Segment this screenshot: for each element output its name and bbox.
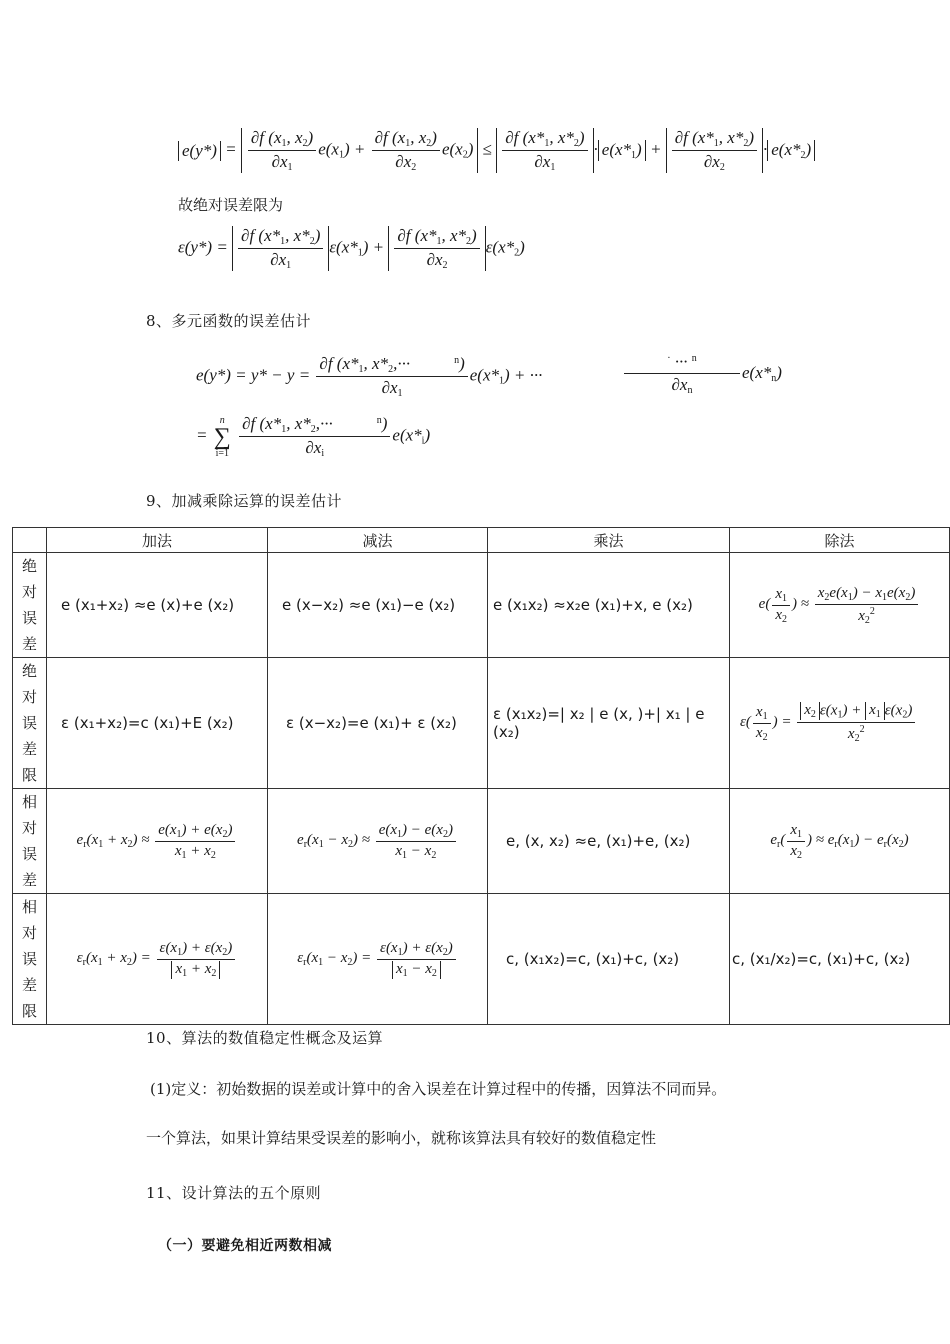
col-header-mul: 乘法 [488,528,730,553]
col-header-add: 加法 [47,528,268,553]
row-label-abs-error: 绝 对 误 差 [13,553,47,658]
abs-error-inequality: e(y*) = $\frac{\partial f (x_1, x_2)}{\partial x_1}$ $e(x_1)$ + $\frac{\partial f (x_1, x_2)}{\partial x_2}$ $e(x_2)$ ≤ $\frac{\partial f (x*_1, x*_2)}{\partial x_1}$ · $e(x*_1)$ + $\frac{\partial f (x*_1, x*_2)}{\partial x_2}$ · $e(x*_2)$ [178,128,815,173]
stability-definition: (1)定义：初始数据的误差或计算中的舍入误差在计算过程中的传播，因算法不同而异。 [150,1080,727,1098]
multivariate-error-formula: e(y*) = y* − y = $\frac{\partial f (x*_1, x*_2,\cdot\cdot\cdot ^n)}{\partial x_1}$ $e(x*_1)$ + ··· [196,354,543,399]
arithmetic-error-table [12,527,950,1025]
corner-cell [13,528,47,553]
col-header-sub: 减法 [268,528,488,553]
section-11-title: 11、设计算法的五个原则 [146,1184,322,1202]
cell-rel-error-div: $e_r$( $\frac{x_1}{x_2}$ ) ≈ $e_r(x_1) - e_r(x_2)$ [730,789,950,894]
table-row [13,658,950,789]
abs-error-limit-intro: 故绝对误差限为 [178,196,284,214]
cell-abs-limit-mul: ε (x₁x₂)=| x₂ | e (x, )+| x₁ | e (x₂) [488,658,730,789]
table-row [13,789,950,894]
section-9-title: 9、加减乘除运算的误差估计 [146,492,343,510]
stability-statement: 一个算法，如果计算结果受误差的影响小，就称该算法具有较好的数值稳定性 [146,1129,657,1147]
principle-1-title: （一）要避免相近两数相减 [158,1238,332,1254]
section-8-title: 8、多元函数的误差估计 [146,312,312,330]
cell-abs-error-sub: e (x−x₂) ≈e (x₁)−e (x₂) [268,553,488,658]
cell-abs-limit-div: ε( $\frac{x_1}{x_2}$ ) = $\frac{x_2 \varepsilon(x_1) + x_1 \varepsilon(x_2)}{x_2^2}$ [730,658,950,789]
cell-rel-limit-mul: c, (x₁x₂)=c, (x₁)+c, (x₂) [488,894,730,1025]
cell-abs-limit-add: ε (x₁+x₂)=c (x₁)+E (x₂) [47,658,268,789]
cell-rel-error-add: $e_r(x_1 + x_2)$ ≈ $\frac{e(x_1) + e(x_2)}{x_1 + x_2}$ [47,789,268,894]
cell-abs-error-div: e( $\frac{x_1}{x_2}$ ) ≈ $\frac{x_2e(x_1) - x_1e(x_2)}{x_2^2}$ [730,553,950,658]
col-header-div: 除法 [730,528,950,553]
table-row [13,553,950,658]
section-10-title: 10、算法的数值稳定性概念及运算 [146,1029,384,1047]
cell-abs-limit-sub: ε (x−x₂)=e (x₁)+ ε (x₂) [268,658,488,789]
row-label-rel-error-limit: 相 对 误 差 限 [13,894,47,1025]
row-label-abs-error-limit: 绝 对 误 差 限 [13,658,47,789]
multivariate-error-sum: = n ∑ i=1 $\frac{\partial f (x*_1, x*_2,\cdot\cdot\cdot ^n)}{\partial x_i}$ $e(x*_i)$ [196,414,431,459]
cell-abs-error-add: e (x₁+x₂) ≈e (x)+e (x₂) [47,553,268,658]
cell-rel-error-mul: e, (x, x₂) ≈e, (x₁)+e, (x₂) [488,789,730,894]
row-label-rel-error: 相 对 误 差 [13,789,47,894]
cell-rel-limit-div: c, (x₁/x₂)=c, (x₁)+c, (x₂) [730,894,950,1025]
abs-error-limit-formula: ε(y*) = $\frac{\partial f (x*_1, x*_2)}{\partial x_1}$ $\varepsilon(x*_1)$ + $\frac{\partial f (x*_1, x*_2)}{\partial x_2}$ $\varepsilon(x*_2)$ [178,226,525,271]
cell-rel-error-sub: $e_r(x_1 - x_2)$ ≈ $\frac{e(x_1) - e(x_2)}{x_1 - x_2}$ [268,789,488,894]
table-header-row [13,528,950,553]
cell-rel-limit-sub: $\varepsilon_r(x_1 - x_2)$ = $\frac{\varepsilon(x_1) + \varepsilon(x_2)}{x_1 - x_2}$ [268,894,488,1025]
cell-rel-limit-add: $\varepsilon_r(x_1 + x_2)$ = $\frac{\varepsilon(x_1) + \varepsilon(x_2)}{x_1 + x_2}$ [47,894,268,1025]
multivariate-error-formula-tail: $\frac{^\cdot \cdot\cdot\cdot ^n}{\partial x_n}$ $e(x*_n)$ [622,352,782,396]
table-row [13,894,950,1025]
cell-abs-error-mul: e (x₁x₂) ≈x₂e (x₁)+x, e (x₂) [488,553,730,658]
